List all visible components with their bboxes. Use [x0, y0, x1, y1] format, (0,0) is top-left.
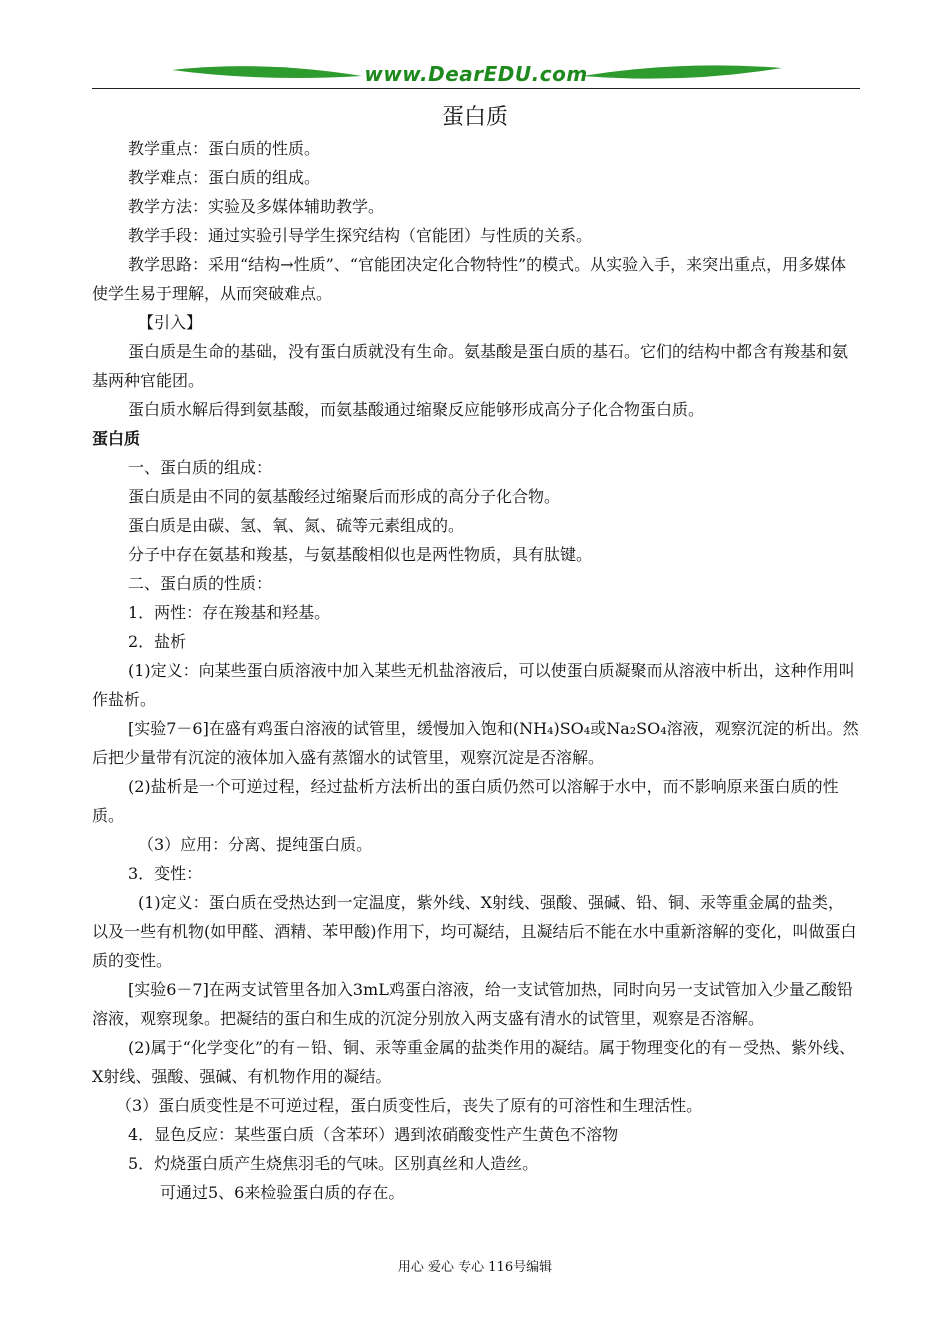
document-title: 蛋白质 [441, 105, 508, 130]
paragraph: 蛋白质是由碳、氢、氧、氮、硫等元素组成的。 [128, 516, 465, 535]
header-rule [92, 88, 860, 89]
paragraph: （3）应用：分离、提纯蛋白质。 [138, 835, 373, 854]
paragraph: [实验6－7]在两支试管里各加入3mL鸡蛋白溶液，给一支试管加热，同时向另一支试管加入少量乙酸铅溶液，观察现象。把凝结的蛋白和生成的沉淀分别放入两支盛有清水的试管里，观察是否溶解。 [92, 980, 853, 1028]
section-heading: 蛋白质 [92, 429, 141, 448]
paragraph: 教学手段：通过实验引导学生探究结构（官能团）与性质的关系。 [128, 226, 593, 245]
paragraph: 教学重点：蛋白质的性质。 [128, 139, 321, 158]
list-item: 2．盐析 [128, 632, 187, 651]
paragraph: 教学难点：蛋白质的组成。 [128, 168, 321, 187]
paragraph: (1)定义：蛋白质在受热达到一定温度，紫外线、X射线、强酸、强碱、铅、铜、汞等重金属的盐类，以及一些有机物(如甲醛、酒精、苯甲酸)作用下，均可凝结，且凝结后不能在水中重新溶解的变化，叫做蛋白质的变性。 [92, 893, 857, 970]
paragraph: 蛋白质是由不同的氨基酸经过缩聚后而形成的高分子化合物。 [128, 487, 561, 506]
list-item: 5．灼烧蛋白质产生烧焦羽毛的气味。区别真丝和人造丝。 [128, 1154, 539, 1173]
paragraph: 教学思路：采用“结构→性质”、“官能团决定化合物特性”的模式。从实验入手，来突出重点，用多媒体使学生易于理解，从而突破难点。 [92, 255, 847, 303]
paragraph: 分子中存在氨基和羧基，与氨基酸相似也是两性物质，具有肽键。 [128, 545, 593, 564]
list-item: 1．两性：存在羧基和羟基。 [128, 603, 331, 622]
list-item: 4．显色反应：某些蛋白质（含苯环）遇到浓硝酸变性产生黄色不溶物 [128, 1125, 619, 1144]
paragraph: 可通过5、6来检验蛋白质的存在。 [160, 1183, 405, 1202]
paragraph: 教学方法：实验及多媒体辅助教学。 [128, 197, 385, 216]
paragraph: 蛋白质水解后得到氨基酸，而氨基酸通过缩聚反应能够形成高分子化合物蛋白质。 [128, 400, 705, 419]
paragraph: (2)盐析是一个可逆过程，经过盐析方法析出的蛋白质仍然可以溶解于水中，而不影响原来蛋白质的性质。 [92, 777, 839, 825]
document-body [92, 134, 860, 1207]
list-item: 3．变性： [128, 864, 203, 883]
paragraph: [实验7－6]在盛有鸡蛋白溶液的试管里，缓慢加入饱和(NH₄)SO₄或Na₂SO₄溶液，观察沉淀的析出。然后把少量带有沉淀的液体加入盛有蒸馏水的试管里，观察沉淀是否溶解。 [92, 719, 859, 767]
paragraph: (1)定义：向某些蛋白质溶液中加入某些无机盐溶液后，可以使蛋白质凝聚而从溶液中析出，这种作用叫作盐析。 [92, 661, 855, 709]
paragraph: （3）蛋白质变性是不可逆过程，蛋白质变性后，丧失了原有的可溶性和生理活性。 [116, 1096, 703, 1115]
subheading: 二、蛋白质的性质： [128, 574, 273, 593]
subheading: 一、蛋白质的组成： [128, 458, 273, 477]
page-footer: 用心 爱心 专心 116号编辑 [397, 1260, 553, 1275]
site-header-banner [92, 58, 860, 92]
paragraph: 蛋白质是生命的基础，没有蛋白质就没有生命。氨基酸是蛋白质的基石。它们的结构中都含有羧基和氨基两种官能团。 [92, 342, 849, 390]
paragraph: (2)属于“化学变化”的有－铅、铜、汞等重金属的盐类作用的凝结。属于物理变化的有－受热、紫外线、X射线、强酸、强碱、有机物作用的凝结。 [92, 1038, 856, 1086]
site-url: www.DearEDU.com [364, 62, 588, 86]
section-marker: 【引入】 [138, 313, 203, 332]
